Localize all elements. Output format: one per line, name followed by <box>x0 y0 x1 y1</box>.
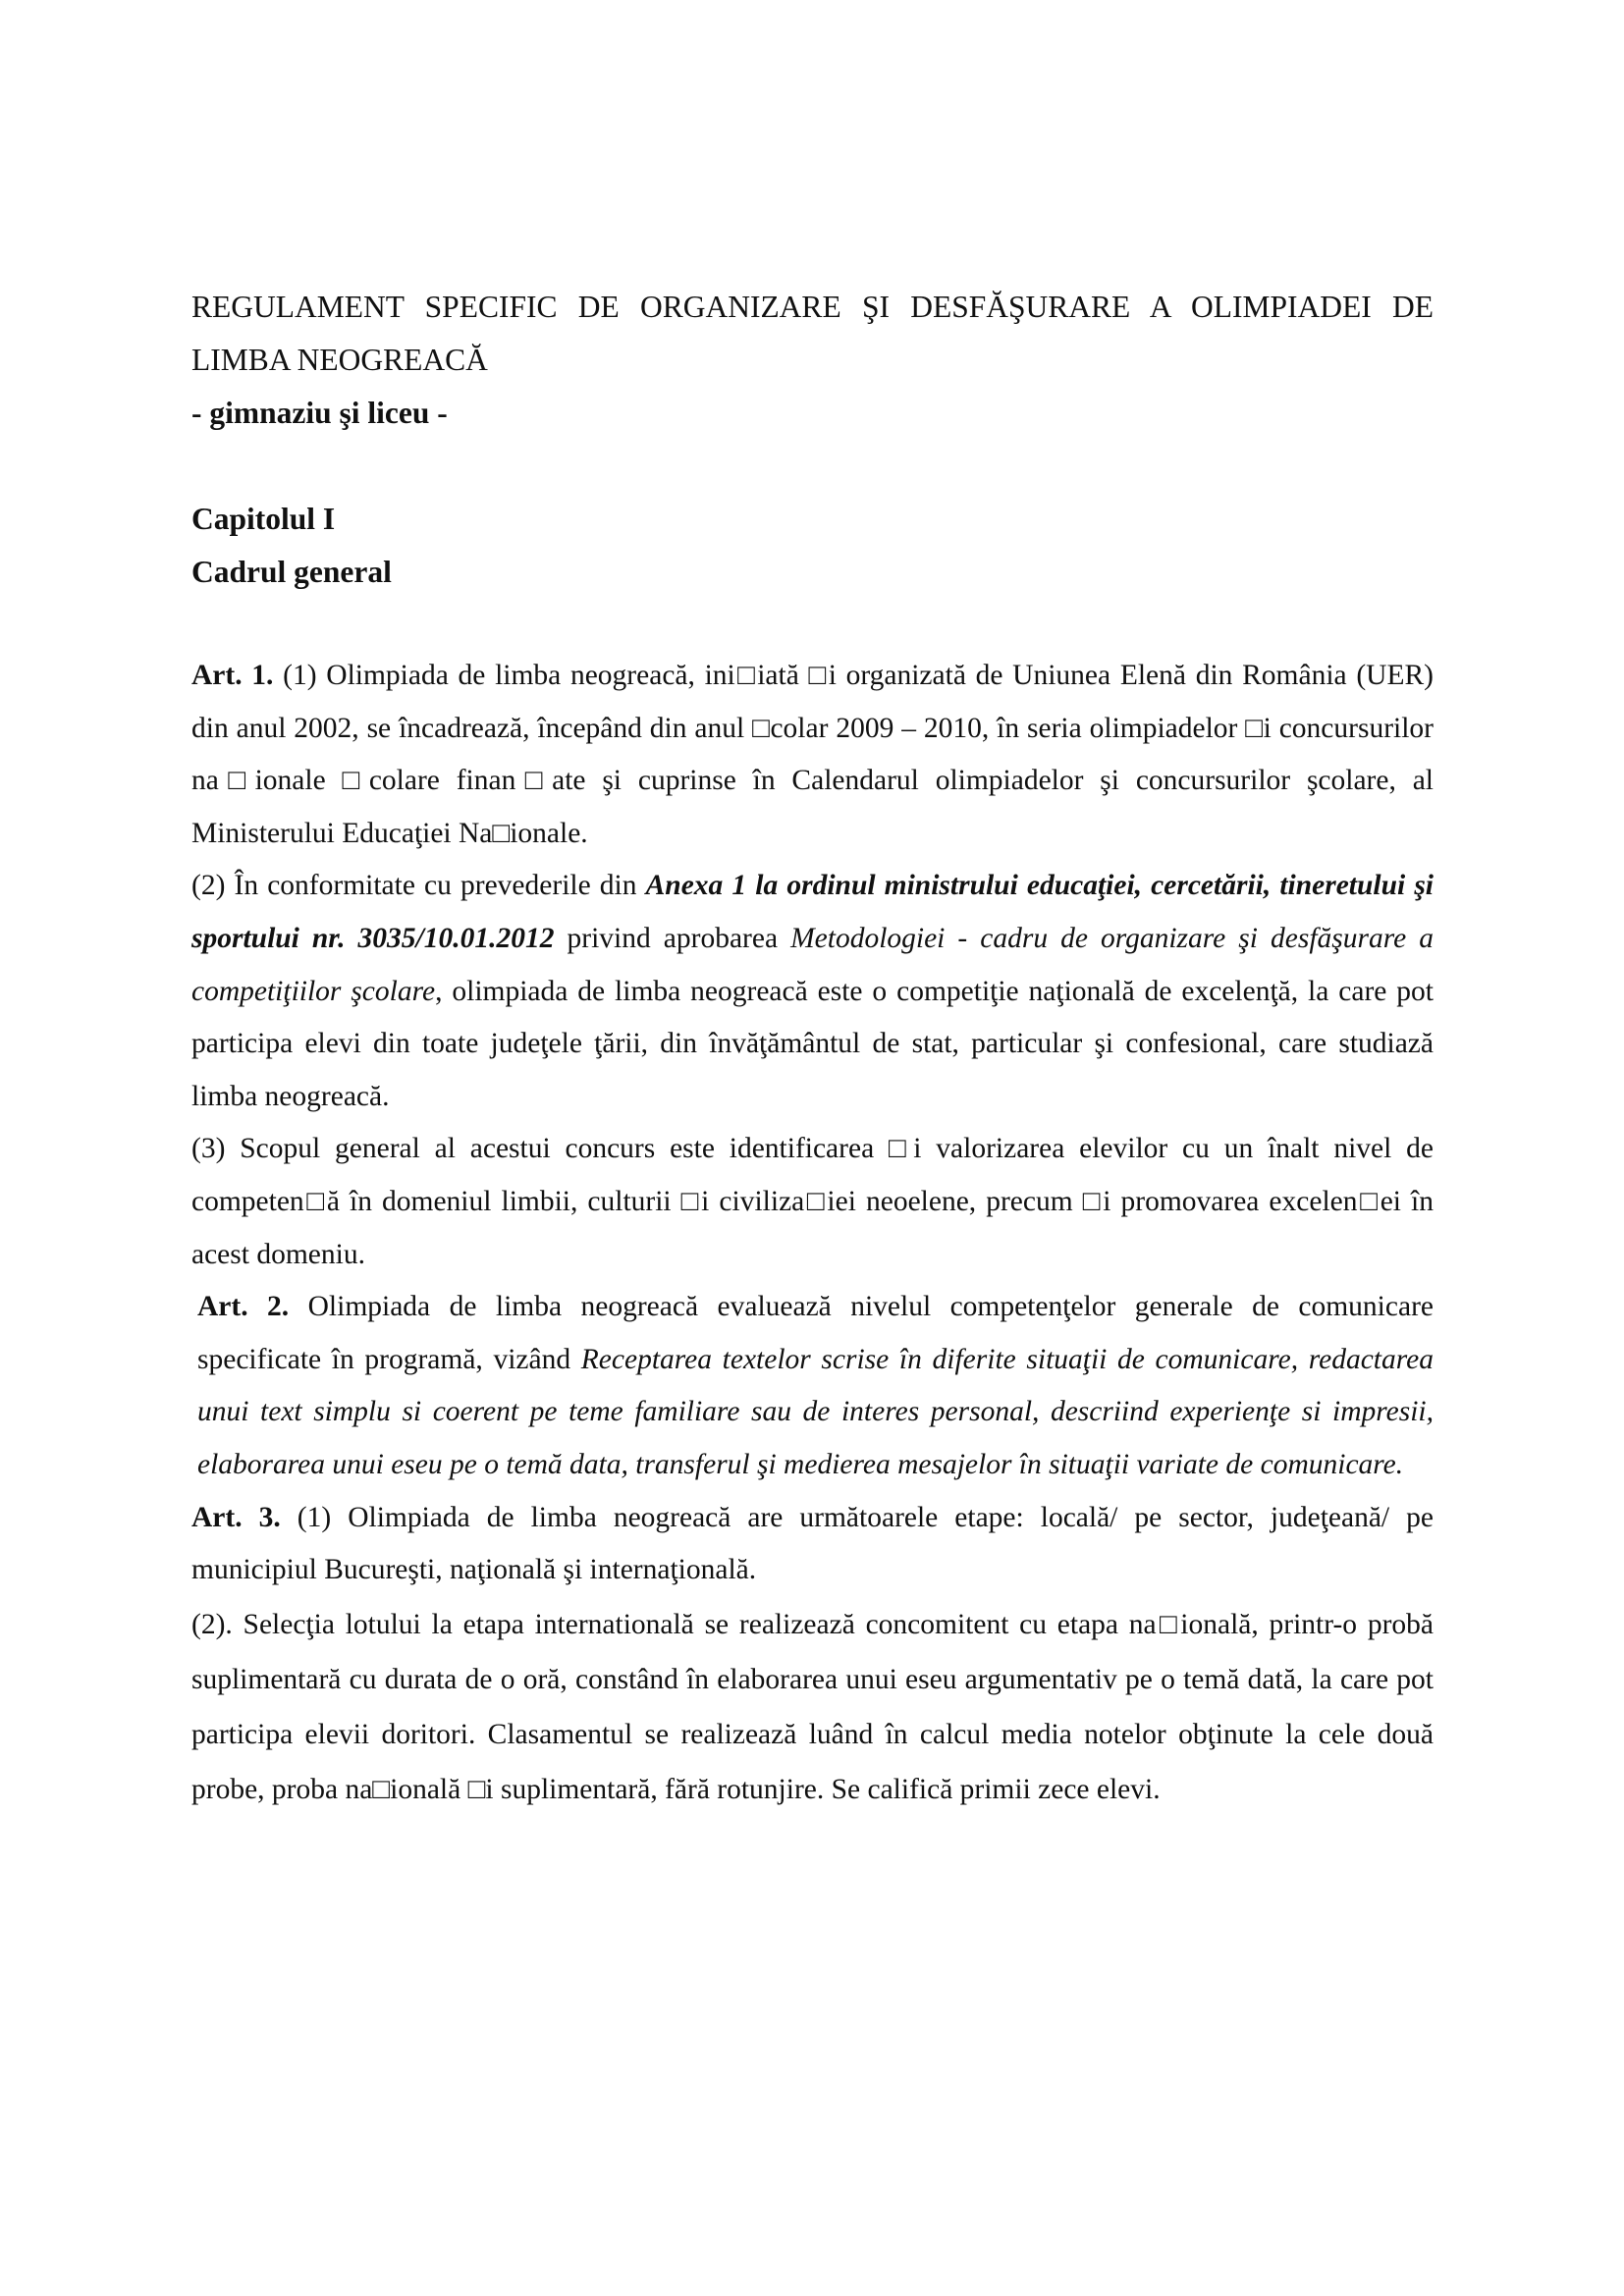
document-body <box>191 650 1434 1817</box>
art2-competences-italic: Receptarea textelor scrise în diferite situaţii de comunicare, redactarea unui text simplu si coerent pe teme familiare sau de interes personal, descriind experienţe si impresii, elaborarea unui eseu pe o temă data, transferul şi medierea mesajelor în situaţii variate de comunicare. <box>197 1343 1434 1480</box>
art1-paragraph-1 <box>191 650 1434 860</box>
art1-p2-methodology-reference: Metodologiei - cadru de organizare şi desfăşurare a competiţiilor şcolare <box>191 922 1434 1007</box>
art3-p1-text: (1) Olimpiada de limba neogreacă are următoarele etape: locală/ pe sector, judeţeană/ pe municipiul Bucureşti, naţională şi internaţională. <box>191 1501 1434 1586</box>
chapter-number: Capitolul I <box>191 502 336 536</box>
document-title: REGULAMENT SPECIFIC DE ORGANIZARE ŞI DESFĂŞURARE A OLIMPIADEI DE LIMBA NEOGREACĂ <box>191 290 1434 377</box>
document-page <box>191 281 1434 1817</box>
art1-label: Art. 1. <box>191 660 274 691</box>
art2-paragraph <box>191 1281 1434 1491</box>
art1-paragraph-2 <box>191 860 1434 1123</box>
chapter-heading <box>191 493 1434 599</box>
document-subtitle: - gimnaziu şi liceu - <box>191 396 448 430</box>
art3-label: Art. 3. <box>191 1501 281 1533</box>
art1-p2-annex-reference: Anexa 1 la ordinul ministrului educaţiei, cercetării, tineretului şi sportului nr. 3035/10.01.2012 <box>191 870 1435 954</box>
art1-p1-text: (1) Olimpiada de limba neogreacă, ini□iată □i organizată de Uniunea Elenă din România (UER) din anul 2002, se încadrează, începând din anul □colar 2009 – 2010, în seria olimpiadelor □i concursurilor na□ionale □colare finan□ate şi cuprinse în Calendarul olimpiadelor şi concursurilor şcolare, al Ministerului Educaţiei Na□ionale. <box>191 660 1434 849</box>
art1-paragraph-3 <box>191 1123 1434 1281</box>
art3-paragraph-2 <box>191 1597 1434 1817</box>
art1-p2-start: (2) În conformitate cu prevederile din <box>191 870 646 902</box>
art2-text: Olimpiada de limba neogreacă evaluează nivelul competenţelor generale de comunicare specificate în programă, vizând <box>197 1291 1434 1375</box>
art3-p2-text: (2). Selecţia lotului la etapa internatională se realizează concomitent cu etapa na□ională, printr-o probă suplimentară cu durata de o oră, constând în elaborarea unui eseu argumentativ pe o temă dată, la care pot participa elevii doritori. Clasamentul se realizează luând în calcul media notelor obţinute la cele două probe, proba na□ională □i suplimentară, fără rotunjire. Se califică primii zece elevi. <box>191 1608 1434 1805</box>
art3-paragraph-1 <box>191 1492 1434 1597</box>
art2-label: Art. 2. <box>197 1291 290 1323</box>
chapter-title: Cadrul general <box>191 555 392 589</box>
art1-p2-end: , olimpiada de limba neogreacă este o competiţie naţională de excelenţă, la care pot participa elevi din toate judeţele ţării, din învăţământul de stat, particular şi confesional, care studiază limba neogreacă. <box>191 975 1434 1112</box>
art1-p2-mid: privind aprobarea <box>554 922 791 954</box>
art1-p3-text: (3) Scopul general al acestui concurs este identificarea □i valorizarea elevilor cu un înalt nivel de competen□ă în domeniul limbii, culturii □i civiliza□iei neoelene, precum □i promovarea excelen□ei în acest domeniu. <box>191 1133 1434 1270</box>
